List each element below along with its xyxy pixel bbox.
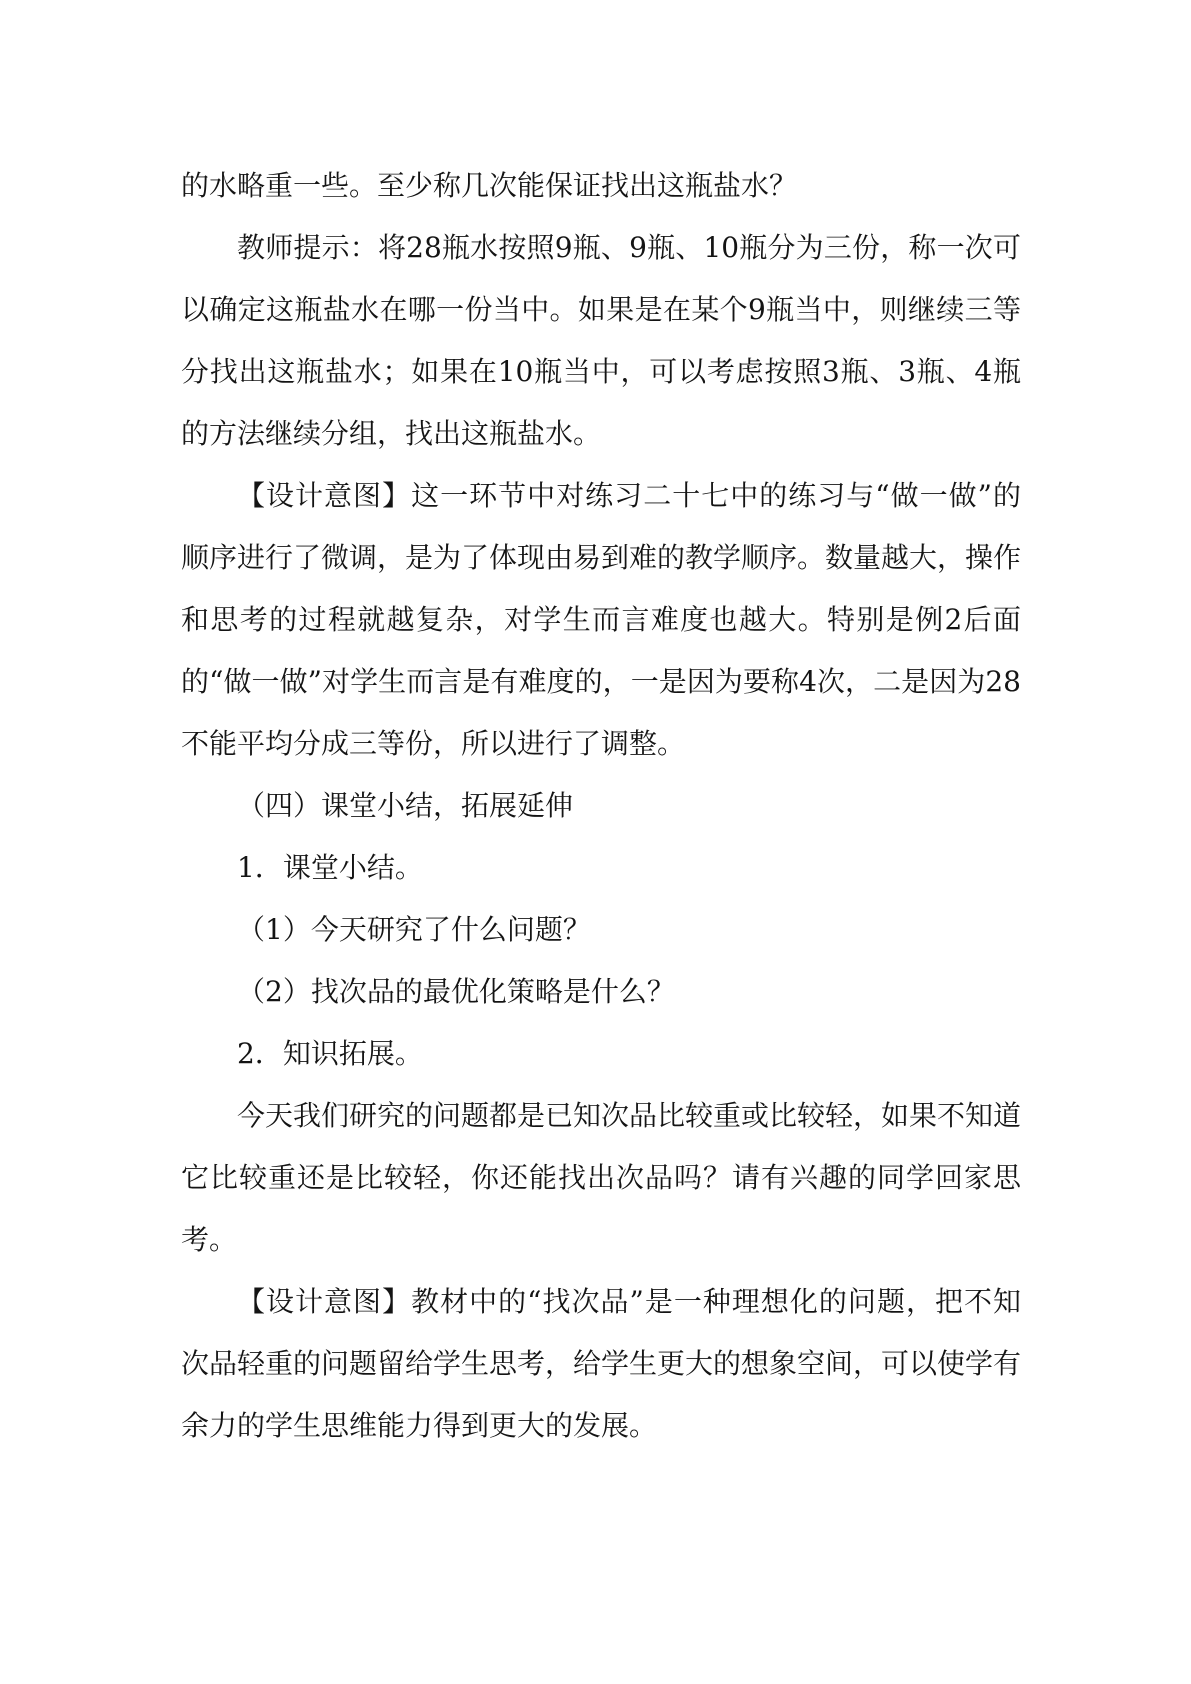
paragraph-continuation: 的水略重一些。至少称几次能保证找出这瓶盐水？: [181, 169, 798, 202]
document-body: [181, 155, 1021, 1457]
sub-item-question-1: （1）今天研究了什么问题？: [237, 913, 591, 946]
list-item-class-summary: 1．课堂小结。: [237, 851, 423, 884]
paragraph-extension-question: 今天我们研究的问题都是已知次品比较重或比较轻，如果不知道它比较重还是比较轻，你还能找出次品吗？请有兴趣的同学回家思考。: [181, 1099, 1022, 1256]
paragraph-teacher-hint: 教师提示：将28瓶水按照9瓶、9瓶、10瓶分为三份，称一次可以确定这瓶盐水在哪一份当中。如果是在某个9瓶当中，则继续三等分找出这瓶盐水；如果在10瓶当中，可以考虑按照3瓶、3瓶、4瓶的方法继续分组，找出这瓶盐水。: [181, 231, 1021, 450]
sub-item-question-2: （2）找次品的最优化策略是什么？: [237, 975, 675, 1008]
paragraph-design-intent-2: 【设计意图】教材中的“找次品”是一种理想化的问题，把不知次品轻重的问题留给学生思考，给学生更大的想象空间，可以使学有余力的学生思维能力得到更大的发展。: [181, 1285, 1022, 1442]
section-heading-summary: （四）课堂小结，拓展延伸: [237, 789, 574, 822]
paragraph-design-intent-1: 【设计意图】这一环节中对练习二十七中的练习与“做一做”的顺序进行了微调，是为了体现由易到难的教学顺序。数量越大，操作和思考的过程就越复杂，对学生而言难度也越大。特别是例2后面的“做一做”对学生而言是有难度的，一是因为要称4次，二是因为28不能平均分成三等份，所以进行了调整。: [181, 479, 1022, 760]
list-item-knowledge-extension: 2．知识拓展。: [237, 1037, 423, 1070]
